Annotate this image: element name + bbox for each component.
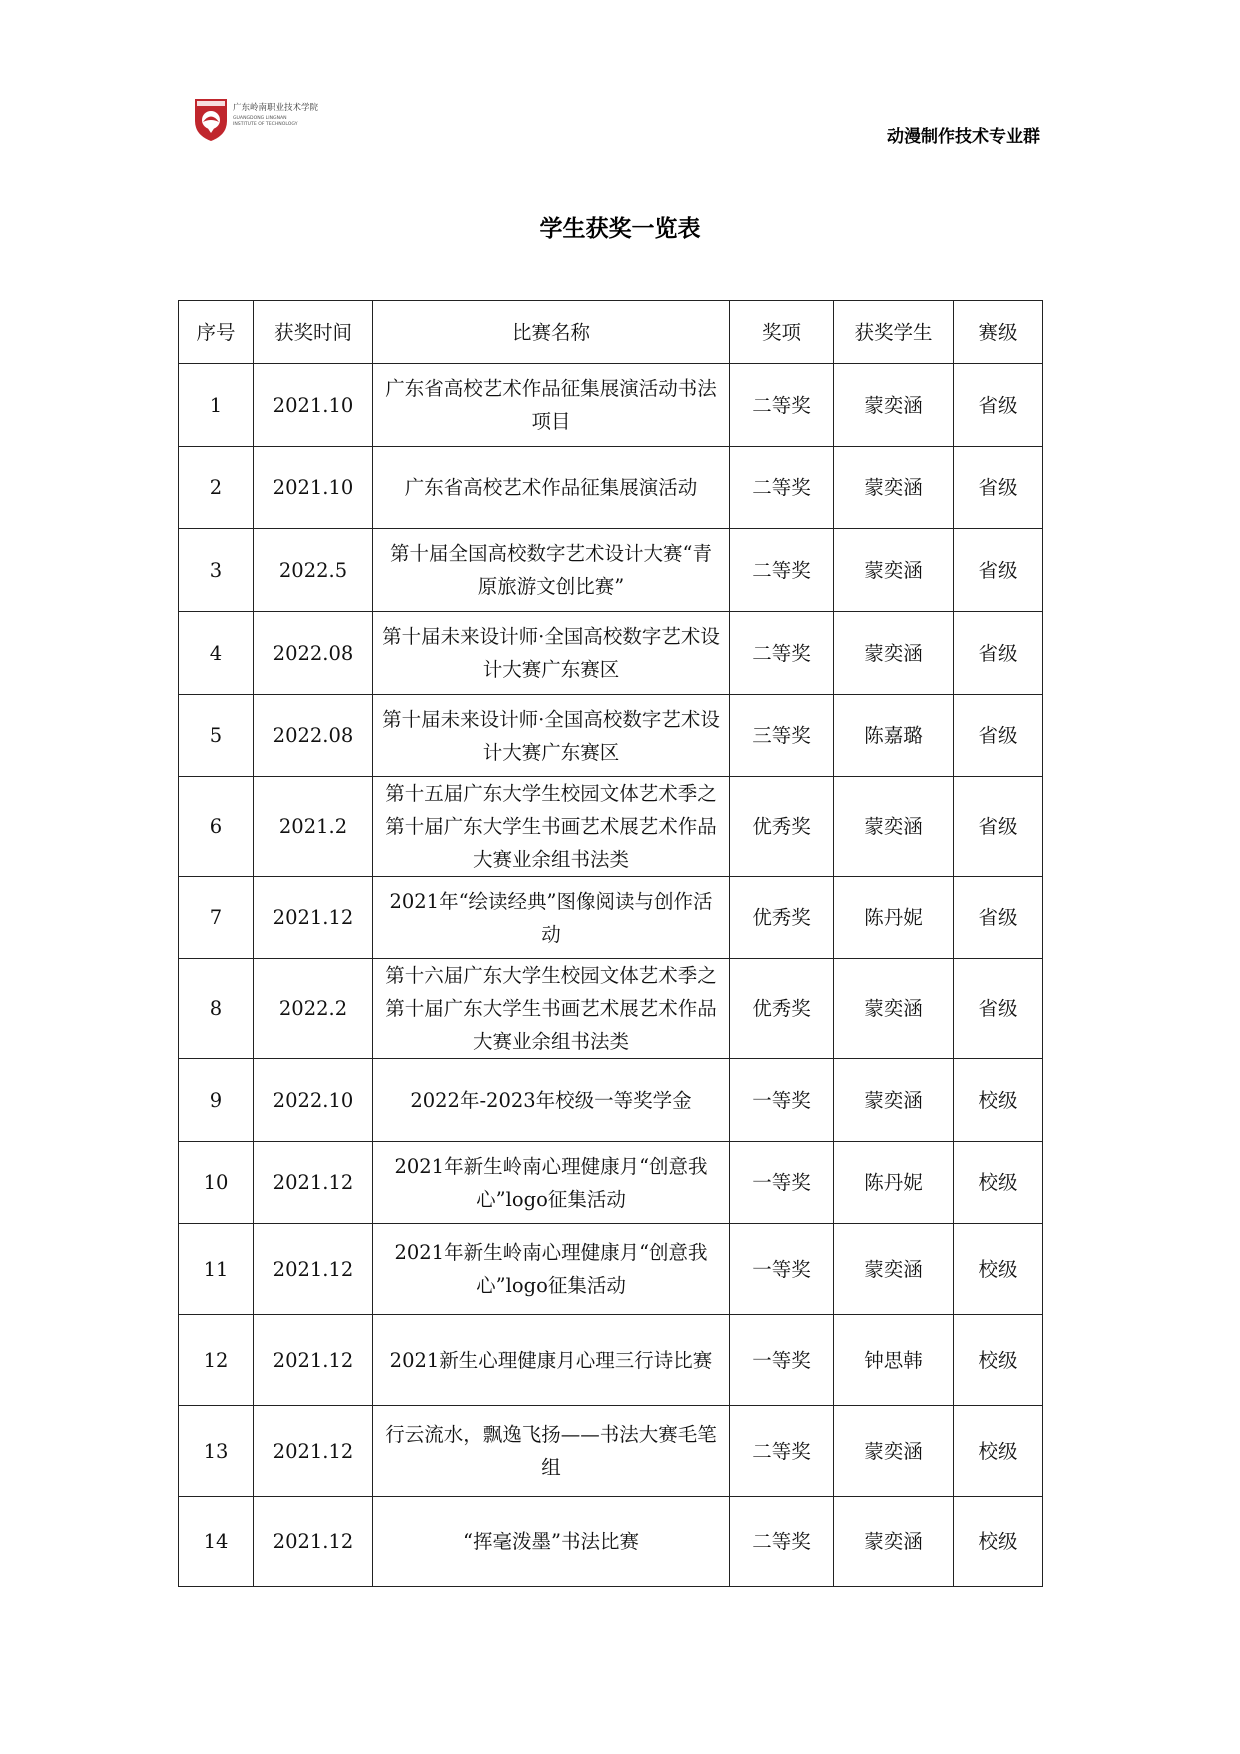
cell-competition: 2021年新生岭南心理健康月“创意我心”logo征集活动 bbox=[373, 1142, 730, 1224]
cell-student: 蒙奕涵 bbox=[834, 612, 954, 695]
page-title: 学生获奖一览表 bbox=[539, 215, 701, 242]
cell-date: 2021.12 bbox=[254, 1497, 373, 1587]
cell-date: 2021.12 bbox=[254, 1224, 373, 1315]
cell-student: 蒙奕涵 bbox=[834, 529, 954, 612]
cell-no: 8 bbox=[179, 959, 254, 1059]
table-row bbox=[179, 877, 1043, 959]
column-header-date: 获奖时间 bbox=[254, 301, 373, 364]
cell-no: 11 bbox=[179, 1224, 254, 1315]
logo-text-en-1: GUANGDONG LINGNAN bbox=[233, 116, 287, 121]
institute-logo bbox=[193, 95, 323, 143]
cell-award: 二等奖 bbox=[730, 1406, 834, 1497]
cell-level: 校级 bbox=[954, 1315, 1043, 1406]
shield-emblem-icon bbox=[195, 99, 227, 141]
cell-no: 14 bbox=[179, 1497, 254, 1587]
cell-award: 二等奖 bbox=[730, 1497, 834, 1587]
table-row bbox=[179, 529, 1043, 612]
cell-level: 校级 bbox=[954, 1059, 1043, 1142]
cell-student: 蒙奕涵 bbox=[834, 1497, 954, 1587]
table-row bbox=[179, 1497, 1043, 1587]
cell-student: 蒙奕涵 bbox=[834, 447, 954, 529]
cell-no: 4 bbox=[179, 612, 254, 695]
cell-award: 优秀奖 bbox=[730, 877, 834, 959]
cell-competition: 第十届未来设计师·全国高校数字艺术设计大赛广东赛区 bbox=[373, 612, 730, 695]
cell-competition: 第十五届广东大学生校园文体艺术季之第十届广东大学生书画艺术展艺术作品大赛业余组书法类 bbox=[373, 777, 730, 877]
cell-no: 13 bbox=[179, 1406, 254, 1497]
cell-award: 二等奖 bbox=[730, 447, 834, 529]
cell-level: 省级 bbox=[954, 612, 1043, 695]
cell-no: 12 bbox=[179, 1315, 254, 1406]
cell-award: 优秀奖 bbox=[730, 777, 834, 877]
cell-no: 7 bbox=[179, 877, 254, 959]
cell-competition: 第十届未来设计师·全国高校数字艺术设计大赛广东赛区 bbox=[373, 695, 730, 777]
cell-level: 省级 bbox=[954, 777, 1043, 877]
table-row bbox=[179, 1224, 1043, 1315]
cell-award: 二等奖 bbox=[730, 612, 834, 695]
cell-student: 陈嘉璐 bbox=[834, 695, 954, 777]
cell-competition: 第十六届广东大学生校园文体艺术季之第十届广东大学生书画艺术展艺术作品大赛业余组书法类 bbox=[373, 959, 730, 1059]
cell-no: 6 bbox=[179, 777, 254, 877]
cell-student: 蒙奕涵 bbox=[834, 1224, 954, 1315]
cell-award: 一等奖 bbox=[730, 1315, 834, 1406]
table-row bbox=[179, 1406, 1043, 1497]
cell-award: 二等奖 bbox=[730, 529, 834, 612]
cell-student: 陈丹妮 bbox=[834, 877, 954, 959]
cell-no: 10 bbox=[179, 1142, 254, 1224]
cell-no: 5 bbox=[179, 695, 254, 777]
column-header-student: 获奖学生 bbox=[834, 301, 954, 364]
cell-level: 省级 bbox=[954, 529, 1043, 612]
cell-no: 2 bbox=[179, 447, 254, 529]
cell-level: 省级 bbox=[954, 877, 1043, 959]
logo-text-en-2: INSTITUTE OF TECHNOLOGY bbox=[233, 122, 298, 127]
cell-award: 一等奖 bbox=[730, 1224, 834, 1315]
column-header-no: 序号 bbox=[179, 301, 254, 364]
cell-date: 2022.10 bbox=[254, 1059, 373, 1142]
logo-text-cn: 广东岭南职业技术学院 bbox=[233, 103, 319, 113]
column-header-competition: 比赛名称 bbox=[373, 301, 730, 364]
table-row bbox=[179, 612, 1043, 695]
cell-competition: 2021年新生岭南心理健康月“创意我心”logo征集活动 bbox=[373, 1224, 730, 1315]
cell-competition: 广东省高校艺术作品征集展演活动 bbox=[373, 447, 730, 529]
cell-competition: 2021新生心理健康月心理三行诗比赛 bbox=[373, 1315, 730, 1406]
cell-level: 省级 bbox=[954, 959, 1043, 1059]
table-row bbox=[179, 959, 1043, 1059]
cell-date: 2021.12 bbox=[254, 1406, 373, 1497]
table-row bbox=[179, 447, 1043, 529]
cell-competition: “挥毫泼墨”书法比赛 bbox=[373, 1497, 730, 1587]
column-header-award: 奖项 bbox=[730, 301, 834, 364]
cell-level: 校级 bbox=[954, 1142, 1043, 1224]
cell-award: 二等奖 bbox=[730, 364, 834, 447]
table-row bbox=[179, 777, 1043, 877]
cell-no: 3 bbox=[179, 529, 254, 612]
column-header-level: 赛级 bbox=[954, 301, 1043, 364]
cell-student: 蒙奕涵 bbox=[834, 1059, 954, 1142]
cell-date: 2021.10 bbox=[254, 364, 373, 447]
cell-no: 9 bbox=[179, 1059, 254, 1142]
cell-competition: 行云流水，飘逸飞扬——书法大赛毛笔组 bbox=[373, 1406, 730, 1497]
cell-award: 优秀奖 bbox=[730, 959, 834, 1059]
cell-student: 钟思韩 bbox=[834, 1315, 954, 1406]
cell-date: 2021.12 bbox=[254, 877, 373, 959]
department-label: 动漫制作技术专业群 bbox=[887, 127, 1040, 147]
cell-award: 三等奖 bbox=[730, 695, 834, 777]
cell-competition: 第十届全国高校数字艺术设计大赛“青原旅游文创比赛” bbox=[373, 529, 730, 612]
cell-award: 一等奖 bbox=[730, 1142, 834, 1224]
cell-level: 校级 bbox=[954, 1497, 1043, 1587]
awards-table bbox=[178, 300, 1043, 1587]
table-row bbox=[179, 364, 1043, 447]
cell-student: 陈丹妮 bbox=[834, 1142, 954, 1224]
cell-date: 2021.2 bbox=[254, 777, 373, 877]
cell-student: 蒙奕涵 bbox=[834, 364, 954, 447]
table-row bbox=[179, 695, 1043, 777]
cell-student: 蒙奕涵 bbox=[834, 1406, 954, 1497]
cell-no: 1 bbox=[179, 364, 254, 447]
cell-level: 省级 bbox=[954, 695, 1043, 777]
table-row bbox=[179, 1059, 1043, 1142]
table-header-row bbox=[179, 301, 1043, 364]
cell-student: 蒙奕涵 bbox=[834, 959, 954, 1059]
cell-competition: 2021年“绘读经典”图像阅读与创作活动 bbox=[373, 877, 730, 959]
cell-level: 省级 bbox=[954, 364, 1043, 447]
cell-date: 2021.10 bbox=[254, 447, 373, 529]
table-row bbox=[179, 1142, 1043, 1224]
cell-level: 省级 bbox=[954, 447, 1043, 529]
cell-competition: 广东省高校艺术作品征集展演活动书法项目 bbox=[373, 364, 730, 447]
cell-award: 一等奖 bbox=[730, 1059, 834, 1142]
cell-competition: 2022年-2023年校级一等奖学金 bbox=[373, 1059, 730, 1142]
cell-level: 校级 bbox=[954, 1224, 1043, 1315]
cell-student: 蒙奕涵 bbox=[834, 777, 954, 877]
cell-level: 校级 bbox=[954, 1406, 1043, 1497]
cell-date: 2022.08 bbox=[254, 612, 373, 695]
cell-date: 2022.08 bbox=[254, 695, 373, 777]
cell-date: 2022.5 bbox=[254, 529, 373, 612]
table-row bbox=[179, 1315, 1043, 1406]
cell-date: 2021.12 bbox=[254, 1142, 373, 1224]
cell-date: 2022.2 bbox=[254, 959, 373, 1059]
cell-date: 2021.12 bbox=[254, 1315, 373, 1406]
